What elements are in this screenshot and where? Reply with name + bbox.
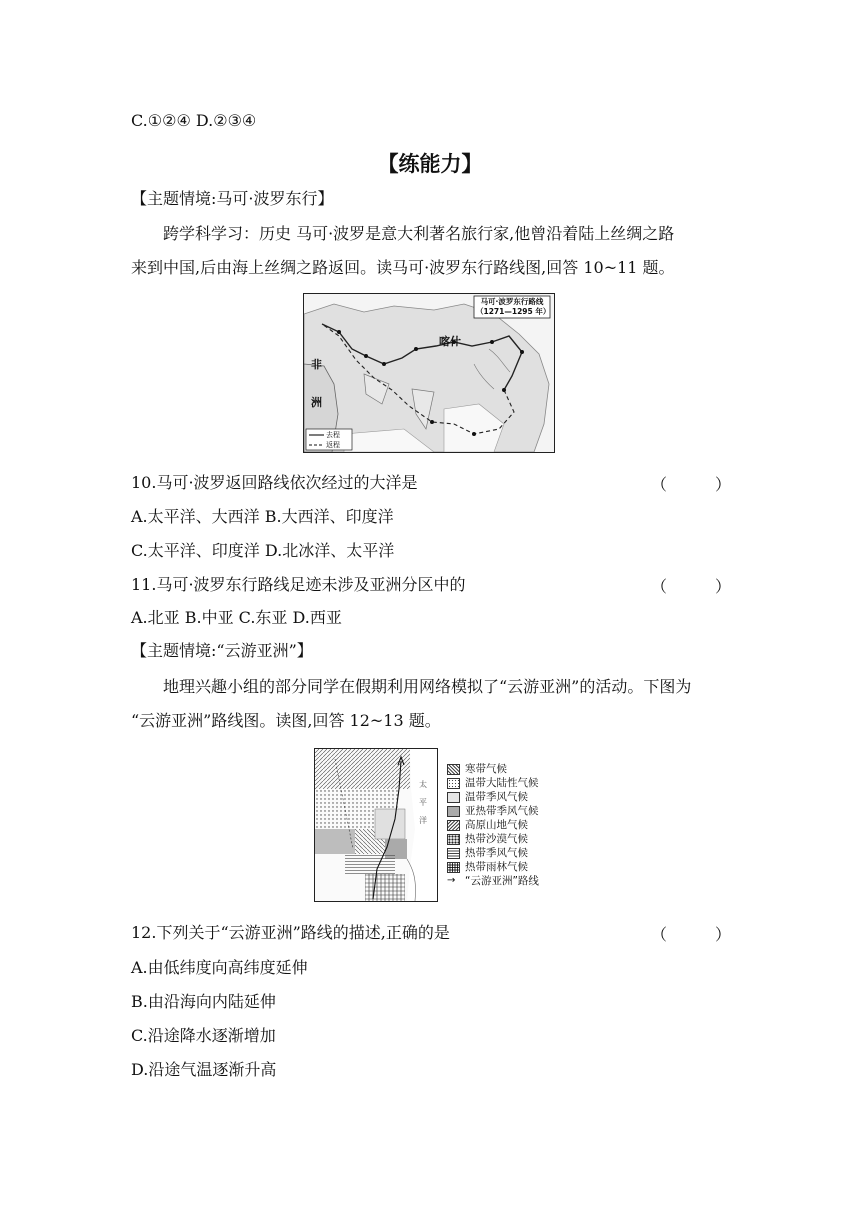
legend-item-tropical-desert xyxy=(447,832,557,846)
question-11-stem: 11.马可·波罗东行路线足迹未涉及亚洲分区中的 xyxy=(131,575,466,594)
marco-polo-route-map xyxy=(303,293,555,453)
legend-label: 热带雨林气候 xyxy=(465,861,528,873)
map1-title-line1: 马可·波罗东行路线 xyxy=(480,297,544,306)
swatch-dense-dots-icon xyxy=(447,834,460,845)
map2-label-yang: 洋 xyxy=(419,816,427,825)
legend-label: “云游亚洲”路线 xyxy=(465,875,539,887)
swatch-grey-icon xyxy=(447,806,460,817)
question-11-answer-blank: （ ） xyxy=(651,577,732,596)
map1-title-line2: （1271—1295 年） xyxy=(476,307,551,316)
marco-polo-map-figure xyxy=(304,294,554,452)
map1-legend-outbound: 去程 xyxy=(326,431,340,439)
legend-item-cold xyxy=(447,762,557,776)
theme-header-marco-polo: 【主题情境:马可·波罗东行】 xyxy=(131,189,334,208)
question-11-options: A.北亚 B.中亚 C.东亚 D.西亚 xyxy=(131,608,342,627)
section-title: 【练能力】 xyxy=(377,152,483,176)
legend-label: 温带季风气候 xyxy=(465,791,528,803)
theme-header-cloud-asia: 【主题情境:“云游亚洲”】 xyxy=(131,641,313,660)
map1-legend-return: 返程 xyxy=(326,441,340,449)
climate-legend xyxy=(447,762,557,888)
legend-item-route xyxy=(447,874,557,888)
theme-intro-line-1: 跨学科学习：历史 马可·波罗是意大利著名旅行家,他曾沿着陆上丝绸之路 xyxy=(163,224,675,243)
question-12-option-b: B.由沿海向内陆延伸 xyxy=(131,992,276,1011)
map1-label-fei: 非 xyxy=(311,358,322,371)
theme2-intro-line-2: “云游亚洲”路线图。读图,回答 12~13 题。 xyxy=(131,711,441,730)
theme2-intro-line-1: 地理兴趣小组的部分同学在假期利用网络模拟了“云游亚洲”的活动。下图为 xyxy=(163,677,692,696)
swatch-grid-icon xyxy=(447,862,460,873)
question-10-stem: 10.马可·波罗返回路线依次经过的大洋是 xyxy=(131,473,418,492)
swatch-dots-icon xyxy=(447,778,460,789)
legend-item-highland xyxy=(447,818,557,832)
previous-question-options: C.①②④ D.②③④ xyxy=(131,111,257,130)
route-arrow-icon: → xyxy=(447,875,456,886)
legend-item-temperate-continental xyxy=(447,776,557,790)
question-12-option-a: A.由低纬度向高纬度延伸 xyxy=(131,958,308,977)
map2-label-tai: 太 xyxy=(419,780,427,789)
legend-label: 温带大陆性气候 xyxy=(465,777,539,789)
map1-label-kashgar: 喀什 xyxy=(439,335,461,348)
question-10-options-cd: C.太平洋、印度洋 D.北冰洋、太平洋 xyxy=(131,541,395,560)
cloud-asia-route-map xyxy=(314,748,438,902)
map1-label-zhou: 洲 xyxy=(311,396,322,409)
question-12-stem: 12.下列关于“云游亚洲”路线的描述,正确的是 xyxy=(131,923,450,942)
map2-label-ping: 平 xyxy=(419,798,427,807)
question-12-answer-blank: （ ） xyxy=(651,925,732,944)
legend-label: 亚热带季风气候 xyxy=(465,805,539,817)
legend-item-tropical-monsoon xyxy=(447,846,557,860)
swatch-light-icon xyxy=(447,792,460,803)
map1-title xyxy=(476,297,551,317)
swatch-horizontal-icon xyxy=(447,848,460,859)
theme-intro-line-2: 来到中国,后由海上丝绸之路返回。读马可·波罗东行路线图,回答 10~11 题。 xyxy=(131,258,675,277)
swatch-backslash-icon xyxy=(447,820,460,831)
legend-label: 热带季风气候 xyxy=(465,847,528,859)
question-10-options-ab: A.太平洋、大西洋 B.大西洋、印度洋 xyxy=(131,507,394,526)
legend-label: 热带沙漠气候 xyxy=(465,833,528,845)
swatch-diagonal-icon xyxy=(447,764,460,775)
question-12-option-c: C.沿途降水逐渐增加 xyxy=(131,1026,276,1045)
legend-item-tropical-rainforest xyxy=(447,860,557,874)
question-10-answer-blank: （ ） xyxy=(651,475,732,494)
legend-label: 高原山地气候 xyxy=(465,819,528,831)
legend-label: 寒带气候 xyxy=(465,763,507,775)
question-12-option-d: D.沿途气温逐渐升高 xyxy=(131,1060,277,1079)
legend-item-subtropical-monsoon xyxy=(447,804,557,818)
legend-item-temperate-monsoon xyxy=(447,790,557,804)
